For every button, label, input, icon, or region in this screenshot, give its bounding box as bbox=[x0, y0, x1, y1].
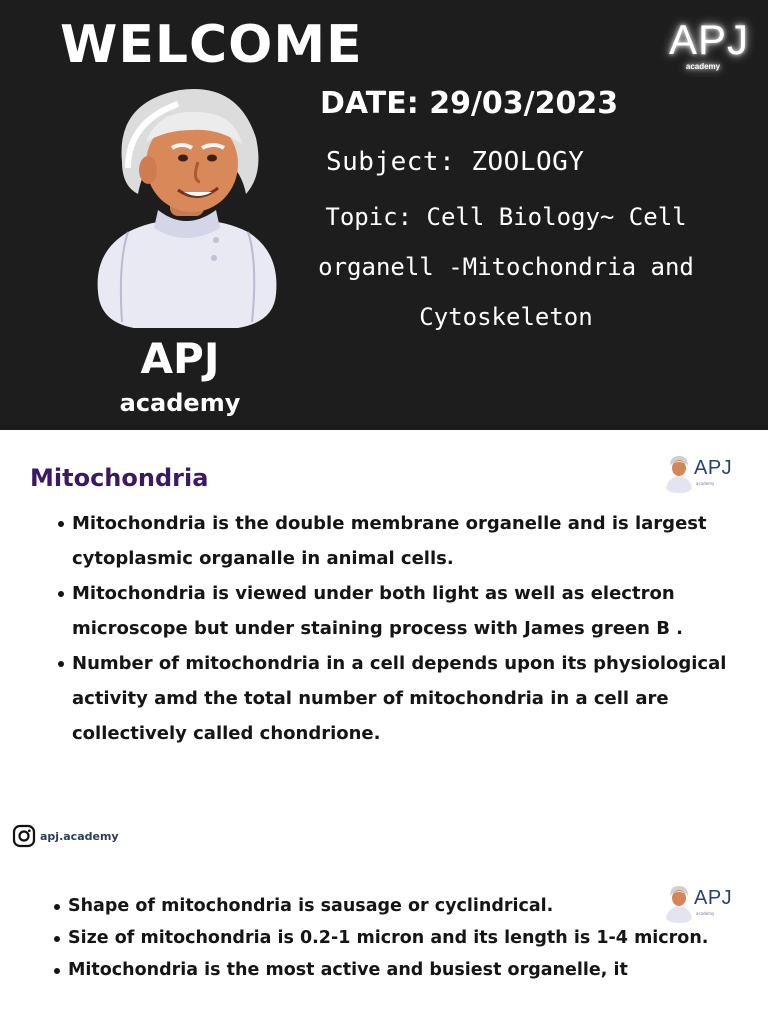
mini-logo-sub: academy bbox=[696, 481, 715, 486]
topic-line: Topic: Cell Biology~ Cell bbox=[325, 203, 687, 231]
welcome-title: WELCOME bbox=[60, 15, 363, 75]
mini-logo-sub: academy bbox=[696, 911, 715, 916]
header-banner bbox=[0, 0, 768, 430]
list-item: Size of mitochondria is 0.2-1 micron and its length is 1-4 micron. bbox=[52, 922, 742, 954]
brand-logo-sub: academy bbox=[685, 62, 721, 71]
portrait-brand-sub: academy bbox=[119, 389, 241, 417]
list-item: Number of mitochondria in a cell depends upon its physiological activity amd the total number of mitochondria in a cell are collectively called chondrione. bbox=[56, 646, 736, 751]
list-item: Shape of mitochondria is sausage or cyclindrical. bbox=[52, 890, 742, 922]
lecture-topic bbox=[296, 192, 716, 342]
instagram-handle: apj.academy bbox=[40, 830, 119, 843]
portrait-brand-main: APJ bbox=[140, 334, 220, 383]
list-item: Mitochondria is the double membrane organelle and is largest cytoplasmic organalle in animal cells. bbox=[56, 506, 736, 576]
instagram-tag bbox=[12, 824, 119, 850]
brand-logo-glow bbox=[664, 18, 754, 72]
section-heading: Mitochondria bbox=[30, 464, 209, 492]
mitochondria-facts-list bbox=[56, 506, 736, 751]
brand-logo-main: APJ bbox=[668, 16, 750, 63]
topic-line: Cytoskeleton bbox=[419, 303, 593, 331]
mini-logo-text: APJ bbox=[694, 887, 733, 909]
mitochondria-shape-list bbox=[52, 890, 742, 986]
portrait-mini-icon bbox=[664, 454, 694, 494]
apj-mini-logo bbox=[664, 454, 733, 494]
portrait-illustration bbox=[88, 82, 284, 332]
lecture-subject: Subject: ZOOLOGY bbox=[326, 147, 585, 177]
list-item: Mitochondria is viewed under both light as well as electron microscope but under staining process with James green B . bbox=[56, 576, 736, 646]
list-item: Mitochondria is the most active and busiest organelle, it bbox=[52, 954, 742, 986]
instagram-icon bbox=[12, 824, 36, 848]
topic-line: organell -Mitochondria and bbox=[318, 253, 694, 281]
lecture-date: DATE: 29/03/2023 bbox=[320, 86, 619, 121]
mini-logo-text: APJ bbox=[694, 457, 733, 479]
